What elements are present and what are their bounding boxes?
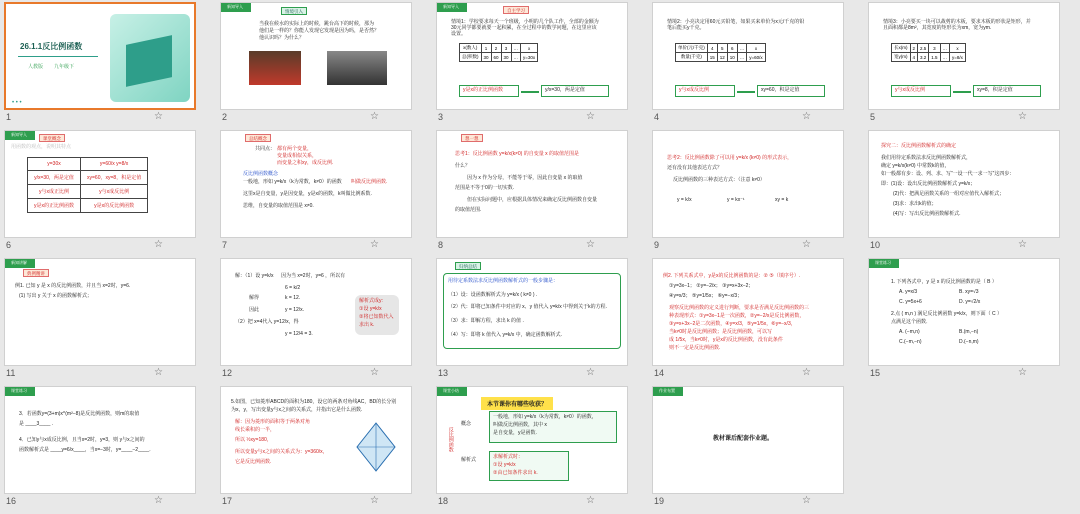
answer-text-2: xy=60，积是定值	[761, 87, 800, 93]
table-cell: 10	[727, 53, 737, 62]
slide-text: A. y=x/3	[899, 289, 918, 295]
star-icon[interactable]: ☆	[1018, 239, 1027, 250]
slide-text: 我们用待定系数法求反比例函数解析式，	[881, 155, 972, 161]
slide-text: （2）把 x=4代入 y=12/x，得	[235, 319, 299, 325]
slide-text: 情境1：学校要求每天一个班级，小明的几个队工作，全部的金额为	[451, 19, 599, 25]
slide-thumbnail-7[interactable]	[216, 128, 432, 256]
table-cell: y/x=30，两是定值	[28, 171, 81, 185]
slide-text: ①设 y=k/x	[359, 306, 382, 312]
slide-header-label: 新知讲解	[11, 260, 27, 265]
table-cell: 30	[501, 53, 511, 62]
slide-text: 1. 下列各式中，y 是 x 的反比例函数的是（ B ）	[891, 279, 997, 285]
title-underline	[18, 56, 98, 57]
answer-text-2: xy=8，积是定值	[977, 87, 1013, 93]
table-row	[28, 158, 148, 171]
slide-text: ②将已知数代入	[359, 314, 394, 320]
slide-text: C. y=5x+6	[899, 299, 922, 305]
table-cell: 3	[929, 44, 940, 53]
slide-number: 6	[6, 240, 12, 250]
slide-number: 1	[6, 112, 12, 122]
slide-subtitle: 人教版	[28, 64, 44, 70]
slide-text: 都有两个变量，	[277, 146, 313, 152]
slide-text: 笔后能买y千克。	[667, 25, 705, 31]
slide-number: 14	[654, 368, 665, 378]
slide-text: 5.如图，已知菱形ABCD的面积为180，设它的两条对角线AC，BD的长分别	[231, 399, 397, 405]
slide-number: 9	[654, 240, 660, 250]
slide-thumbnail-18[interactable]	[432, 384, 648, 512]
slide-text: 解析式	[461, 457, 477, 463]
answer-box-2	[541, 85, 609, 97]
slide-header-label: 作业布置	[659, 388, 675, 393]
table-cell: 3.2	[918, 53, 929, 62]
slide-text: 4．已知y与x成反比例，且当x=2时，y=3，则 y与x之间的	[19, 437, 145, 443]
slide-text: D. y=√2/x	[959, 299, 981, 305]
table-cell: 2	[491, 44, 501, 53]
table-cell: 3	[501, 44, 511, 53]
slide-text: 反比例函数概念	[243, 171, 279, 177]
slide-text: 思维，自变量的取值范围是 x≠0.	[243, 203, 314, 209]
slide-text: 反比例函数的三种表达方式：（注意 k≠0）	[673, 177, 765, 183]
slide-text: 求解析式时：	[493, 454, 524, 460]
table-cell: 15	[707, 53, 717, 62]
slide-text: 观察反比例函数的定义进行判断，要求是否满足反比例函数的三	[669, 305, 810, 311]
slide-text: 情境3：小亮要买一块可以裁剪的木板，要求木板的形状是矩形，并	[883, 19, 1031, 25]
slide-number: 11	[6, 368, 16, 378]
slide-number: 19	[654, 496, 665, 506]
table-cell: 数量(千克)	[676, 53, 708, 62]
slide-subtitle: 九年级下	[54, 64, 75, 70]
table-cell: 2	[910, 44, 918, 53]
slide-header-label: 新知导入	[11, 132, 27, 137]
slide-text: 求出 k.	[359, 322, 375, 328]
table-cell: x	[521, 44, 538, 53]
table-cell: …	[511, 44, 521, 53]
slide-number: 5	[870, 112, 876, 122]
slide-text: 他们是一样的？你能人发现它发现是因为吗，是否然？	[259, 28, 380, 34]
answer-box	[891, 85, 951, 97]
slide-text: 所以变量y与x之间的关系式为：y=360/x，	[235, 449, 328, 455]
slide-text: 解析式成y:	[359, 298, 383, 304]
table-cell: xy=60，xy=8，积是定值	[81, 171, 148, 185]
slide-text: 3．若函数y=(3+m)x^(m²−8)是反比例函数，则m的取值	[19, 411, 140, 417]
slide-header-tab	[5, 259, 35, 268]
slide-text: 情境2：小亮决定用60元买铅笔，如果买来单价为x元/千克的铅	[667, 19, 805, 25]
slide-table	[675, 43, 766, 62]
slide-text: 是自变量，y是函数.	[493, 430, 537, 436]
slide-text: 是 ____3____ .	[19, 421, 54, 427]
table-row	[460, 44, 538, 53]
star-icon[interactable]: ☆	[802, 495, 811, 506]
star-icon[interactable]: ☆	[1018, 111, 1027, 122]
answer-text-2: y/x=30，两是定值	[545, 87, 585, 93]
table-cell: …	[511, 53, 521, 62]
slide-text: 为x，y，写出变量y与x之间的关系式，并指出它是什么函数.	[231, 407, 363, 413]
slide-text: 当我在候水的实际上的时候，跳台高下的时候，那为	[259, 21, 375, 27]
table-cell: 12	[717, 53, 727, 62]
table-row	[676, 44, 766, 53]
star-icon[interactable]: ☆	[370, 239, 379, 250]
answer-text: y与x成反比例	[679, 87, 710, 93]
slide-canvas[interactable]	[868, 258, 1060, 366]
slide-text: 2.点 ( m,n ) 满足反比例函数 y=k/x，则下面（ C ）	[891, 311, 1002, 317]
table-cell: 60	[491, 53, 501, 62]
slide-number: 2	[222, 112, 228, 122]
table-cell: …	[940, 53, 950, 62]
table-cell: 5	[717, 44, 727, 53]
slide-canvas[interactable]	[4, 258, 196, 366]
slide-text: y = kx⁻¹	[727, 197, 745, 203]
slide-text: 但在实际问题中，应根据具体情况来确定反比例函数自变量	[467, 197, 598, 203]
star-icon[interactable]: ☆	[1018, 367, 1027, 378]
star-icon[interactable]: ☆	[154, 111, 163, 122]
slide-thumbnail-17[interactable]	[216, 384, 432, 512]
slide-header-tab	[437, 387, 467, 396]
slide-number: 17	[222, 496, 233, 506]
table-cell: y与x成正比例	[28, 185, 81, 199]
slide-header-tab	[869, 259, 899, 268]
slide-text: 变量成相似关系，	[277, 153, 318, 159]
table-cell: y是x的反比例函数	[81, 199, 148, 213]
summary-title: 本节课你有哪些收获？	[481, 397, 553, 410]
slide-number: 16	[6, 496, 17, 506]
slide-title: 26.1.1反比例函数	[20, 42, 83, 51]
star-icon[interactable]: ☆	[586, 239, 595, 250]
slide-text: 一般地，形如 y=k/x（k为常数，k≠0）的函数，	[493, 414, 597, 420]
slide-header-label: 新知导入	[227, 4, 243, 9]
rhombus-diagram	[351, 419, 401, 475]
star-icon[interactable]: ☆	[370, 111, 379, 122]
arrow-connector	[737, 91, 755, 93]
slide-text: 这里x是自变量，y是因变量，y是x的函数，k叫做比例系数.	[243, 191, 372, 197]
table-row	[28, 171, 148, 185]
slide-number: 10	[870, 240, 881, 250]
slide-header-tab	[437, 3, 467, 12]
star-icon[interactable]: ☆	[802, 111, 811, 122]
slide-thumbnail-6[interactable]	[0, 128, 216, 256]
table-row	[460, 53, 538, 62]
slide-text: ③y=x+3x−2是二次函数，④y=x/3，⑤y=1/5x，⑥y=−x/3，	[669, 321, 796, 327]
slide-text: k = 12.	[285, 295, 301, 301]
slide-text: ④y=x/3； ⑤y=1/5x； ⑥y=−x/3；	[669, 293, 743, 299]
slide-text: 反比例函数	[447, 427, 454, 452]
slide-thumbnail-4[interactable]	[648, 0, 864, 128]
slide-thumbnail-2[interactable]	[216, 0, 432, 128]
table-cell: x	[950, 44, 966, 53]
slide-text: 而变量之积xy，成反比例.	[277, 160, 334, 166]
table-cell: y与x成反比例	[81, 185, 148, 199]
slide-thumbnail-16[interactable]	[0, 384, 216, 512]
formula-box	[489, 451, 569, 481]
slide-text: (2)代：把满足函数关系的一组对应值代入解析式；	[893, 191, 1005, 197]
table-cell: …	[737, 53, 747, 62]
slide-canvas[interactable]	[220, 2, 412, 110]
slide-header-tab	[221, 3, 251, 12]
slide-thumbnail-5[interactable]	[864, 0, 1080, 128]
slide-number: 7	[222, 240, 228, 250]
slide-text: （3）求：即解方程，求出 k 的值 .	[448, 318, 524, 324]
slide-text: 范围是不等于0的一切实数.	[455, 185, 515, 191]
star-icon[interactable]: ☆	[802, 367, 811, 378]
slide-canvas[interactable]	[868, 130, 1060, 238]
slide-text: 例1. 已知 y 是 x 的反比例函数，并且当 x=2时，y=6.	[15, 283, 131, 289]
slide-text: 什么？	[455, 163, 471, 169]
slide-text: ①y=3x−1； ②y=−2/x； ③y=x+3x−2；	[669, 283, 754, 289]
slide-number: 4	[654, 112, 660, 122]
star-icon[interactable]: ☆	[154, 367, 163, 378]
slide-text: 成 1/5x，当k≠0时，y是x的反比例函数，没有此条件	[669, 337, 783, 343]
slide-text: 叫做反比例函数.	[351, 179, 388, 185]
summary-box	[443, 273, 621, 349]
star-icon[interactable]: ☆	[370, 367, 379, 378]
table-row	[28, 199, 148, 213]
answer-box-2	[973, 85, 1041, 97]
slide-text: C.(−m,−n)	[899, 339, 922, 345]
slide-tag: 想一想	[461, 134, 483, 142]
slide-text: 思考1：反比例函数 y=k/x(k≠0) 的自变量 x 的取值范围是	[455, 151, 580, 157]
slide-thumbnail-3[interactable]	[432, 0, 648, 128]
slide-number: 12	[222, 368, 233, 378]
slide-number: 13	[438, 368, 449, 378]
slide-header-label: 课堂练习	[875, 260, 891, 265]
slide-number: 15	[870, 368, 881, 378]
slide-thumbnail-1[interactable]	[0, 0, 216, 128]
slide-text: （4）写：即将 k 值代入 y=k/x 中，确定函数解析式.	[448, 332, 563, 338]
slide-text: xy = k	[775, 197, 789, 203]
slide-text: 概念	[461, 421, 472, 427]
answer-box-2	[757, 85, 825, 97]
photo-2	[327, 51, 387, 85]
table-cell: y=60/x y=8/x	[81, 158, 148, 171]
slide-canvas[interactable]	[436, 2, 628, 110]
slide-table	[891, 43, 966, 62]
slide-text: 确定 y=k/x(k≠0) 中常数k的值，	[881, 163, 950, 169]
table-row	[676, 53, 766, 62]
slide-tag: 归纳总结	[455, 262, 481, 270]
slide-header-label: 课堂练习	[11, 388, 27, 393]
slide-header-tab	[5, 387, 35, 396]
star-icon[interactable]: ☆	[586, 495, 595, 506]
slide-text: （1）设：设函数解析式为 y=k/x ( k≠0 ) .	[448, 292, 538, 298]
slide-canvas[interactable]	[652, 386, 844, 494]
slide-text: 用待定系数法求反比例函数解析式的一般步骤是：	[448, 278, 559, 284]
answer-text: y与x成反比例	[895, 87, 926, 93]
slide-header-tab	[5, 131, 35, 140]
slide-thumbnail-9[interactable]	[648, 128, 864, 256]
answer-box	[675, 85, 735, 97]
slide-text: ②由已知条件求出 k.	[493, 470, 538, 476]
table-cell: …	[737, 44, 747, 53]
slide-text: 思考2：反比例函数除了可以用 y=k/x (k≠0) 的形式表示，	[667, 155, 793, 161]
slide-thumbnail-12[interactable]	[216, 256, 432, 384]
table-cell: y是x的正比例函数	[28, 199, 81, 213]
slide-text: 例2. 下列关系式中，y是x的反比例函数的是：② ⑤（填序号）.	[663, 273, 801, 279]
table-cell: 长x(m)	[892, 44, 911, 53]
slide-text: 一般地，形如 y=k/x（k为常数，k≠0）的函数	[243, 179, 342, 185]
slide-canvas[interactable]	[652, 258, 844, 366]
slide-text: 还有没有其他表达方式？	[667, 165, 723, 171]
star-icon[interactable]: ☆	[154, 495, 163, 506]
slide-text: 因为 x 作为分母，不能等于零，因此自变量 x 的取值	[467, 175, 583, 181]
slide-header-label: 新知导入	[443, 4, 459, 9]
slide-thumbnail-15[interactable]	[864, 256, 1080, 384]
slide-text: 解：因为菱形的面积等于两条对角	[235, 419, 311, 425]
slide-text: 种表现形式：①y=3x−1是一次函数，②y=−2/x是反比例函数，	[669, 313, 805, 319]
slide-canvas[interactable]	[220, 130, 412, 238]
star-icon[interactable]: ☆	[586, 367, 595, 378]
table-cell: y=60/x	[747, 53, 765, 62]
slide-text: y = k/x	[677, 197, 692, 203]
concept-box	[489, 411, 617, 443]
slide-thumbnail-19[interactable]	[648, 384, 864, 512]
slide-tag: 课堂概念	[39, 134, 65, 142]
slide-text: 即：(1)设：设出反比例函数解析式 y=k/x；	[881, 181, 976, 187]
slide-text: 30元同学都要就要一起积累，在全过程中的数学问题，在这里应该	[451, 25, 597, 31]
slide-text: 函数解析式是 ____y=6/x____，当x=−3时，y=____−2____.	[19, 447, 151, 453]
table-cell: 1.5	[929, 53, 940, 62]
slide-text: 设置。	[451, 31, 467, 37]
table-cell: y=30x	[521, 53, 538, 62]
slide-text: 且面积都是8m²，其宽度的矩形长为xm，宽为ym.	[883, 25, 992, 31]
table-cell: y=8/x	[950, 53, 966, 62]
arrow-connector	[521, 91, 539, 93]
slide-text: 当k≠0时是反比例函数；是反比例函数，可以写	[669, 329, 773, 335]
slide-text: 所以 ½xy=180，	[235, 437, 272, 443]
answer-text: y是x的正比例函数	[463, 87, 504, 93]
slide-text: D.(−n,m)	[959, 339, 979, 345]
table-cell: 总(积数)	[460, 53, 482, 62]
arrow-connector	[953, 91, 971, 93]
slide-canvas[interactable]	[436, 386, 628, 494]
slide-text: 因此	[249, 307, 260, 313]
slide-text: ①设 y=k/x	[493, 462, 516, 468]
table-cell: 2.5	[918, 44, 929, 53]
slide-tag: 总结概念	[245, 134, 271, 142]
slide-tag: 典例精讲	[23, 269, 49, 277]
slide-canvas[interactable]	[652, 2, 844, 110]
slide-thumbnail-8[interactable]	[432, 128, 648, 256]
table-row	[28, 185, 148, 199]
slide-text: 则不一定是反比例函数.	[669, 345, 721, 351]
slide-text: 它是反比例函数.	[235, 459, 272, 465]
slide-text: 他认识吗？为什么？	[259, 35, 305, 41]
slide-text: (1) 写出 y 关于 x 的函数解析式；	[19, 293, 93, 299]
concept-table	[27, 157, 148, 213]
note-box	[355, 295, 399, 335]
slide-text: （2）代：即将已知条件中对应的 x、y 值代入 y=k/x 中得到关于k的方程.	[448, 304, 608, 310]
slide-thumbnail-11[interactable]	[0, 256, 216, 384]
slide-tag: 自主学习	[503, 6, 529, 14]
slide-header-tab	[653, 387, 683, 396]
table-cell: 1	[481, 44, 491, 53]
slide-text: 解得	[249, 295, 260, 301]
star-icon[interactable]: ☆	[586, 111, 595, 122]
table-cell: 4	[910, 53, 918, 62]
slide-canvas[interactable]	[220, 386, 412, 494]
slide-text: (4)写：写出反比例函数解析式.	[893, 211, 961, 217]
table-cell: 宽y(m)	[892, 53, 911, 62]
table-cell: x	[747, 44, 765, 53]
star-icon[interactable]: ☆	[154, 239, 163, 250]
slide-tag: 情境引入	[281, 7, 307, 15]
table-row	[892, 44, 966, 53]
slide-text: 如一般都有步：设、列、求、写“一设一代一求一写”这四步：	[881, 171, 1015, 177]
slide-text: 教材课后配套作业题。	[713, 436, 774, 442]
table-cell: 30	[481, 53, 491, 62]
slide-text: 探究二：反比例函数解析式的确定	[881, 143, 957, 149]
table-cell: …	[940, 44, 950, 53]
dots-decoration: • • •	[12, 100, 22, 106]
table-cell: 4	[707, 44, 717, 53]
slide-canvas[interactable]	[4, 2, 196, 110]
slide-canvas[interactable]	[220, 258, 412, 366]
slide-canvas[interactable]	[436, 130, 628, 238]
slide-text: 因为当 x=2时，y=6 ，所以有	[281, 273, 346, 279]
slide-text: 6 = k/2	[285, 285, 301, 291]
slide-text: 共同点：	[255, 146, 276, 152]
star-icon[interactable]: ☆	[802, 239, 811, 250]
slide-canvas[interactable]	[436, 258, 628, 366]
table-cell: 单价(元/千克)	[676, 44, 708, 53]
slide-text: A. (−m,n)	[899, 329, 920, 335]
slide-text: 解：（1）设 y=k/x	[235, 273, 274, 279]
slide-thumbnail-14[interactable]	[648, 256, 864, 384]
slide-thumbnail-10[interactable]	[864, 128, 1080, 256]
slide-number: 8	[438, 240, 444, 250]
slide-text: 叫做反比例函数，其中 x	[493, 422, 547, 428]
slide-thumbnail-13[interactable]	[432, 256, 648, 384]
photo-1	[249, 51, 301, 85]
slide-canvas[interactable]	[4, 386, 196, 494]
slide-text: B. xy=√3	[959, 289, 979, 295]
star-icon[interactable]: ☆	[370, 495, 379, 506]
slide-table	[459, 43, 538, 62]
slide-text: y = 12/4 = 3.	[285, 331, 313, 337]
slide-number: 3	[438, 112, 444, 122]
slide-canvas[interactable]	[868, 2, 1060, 110]
slide-header-label: 课堂小结	[443, 388, 459, 393]
slide-text: 点满足这个函数．	[891, 319, 932, 325]
slide-canvas[interactable]	[4, 130, 196, 238]
table-cell: x(数人)	[460, 44, 482, 53]
slide-text: y = 12/x.	[285, 307, 305, 313]
table-cell: 6	[727, 44, 737, 53]
slide-text: 用函数的观点，说明其特点	[11, 144, 72, 150]
slide-text: 的取值范围.	[455, 207, 482, 213]
slide-text: (3)求：求出k的值；	[893, 201, 937, 207]
table-cell: y=30x	[28, 158, 81, 171]
answer-box	[459, 85, 519, 97]
slide-text: 线长乘积的一半，	[235, 427, 276, 433]
slide-number: 18	[438, 496, 449, 506]
slide-text: B.(m,−n)	[959, 329, 979, 335]
table-row	[892, 53, 966, 62]
slide-canvas[interactable]	[652, 130, 844, 238]
